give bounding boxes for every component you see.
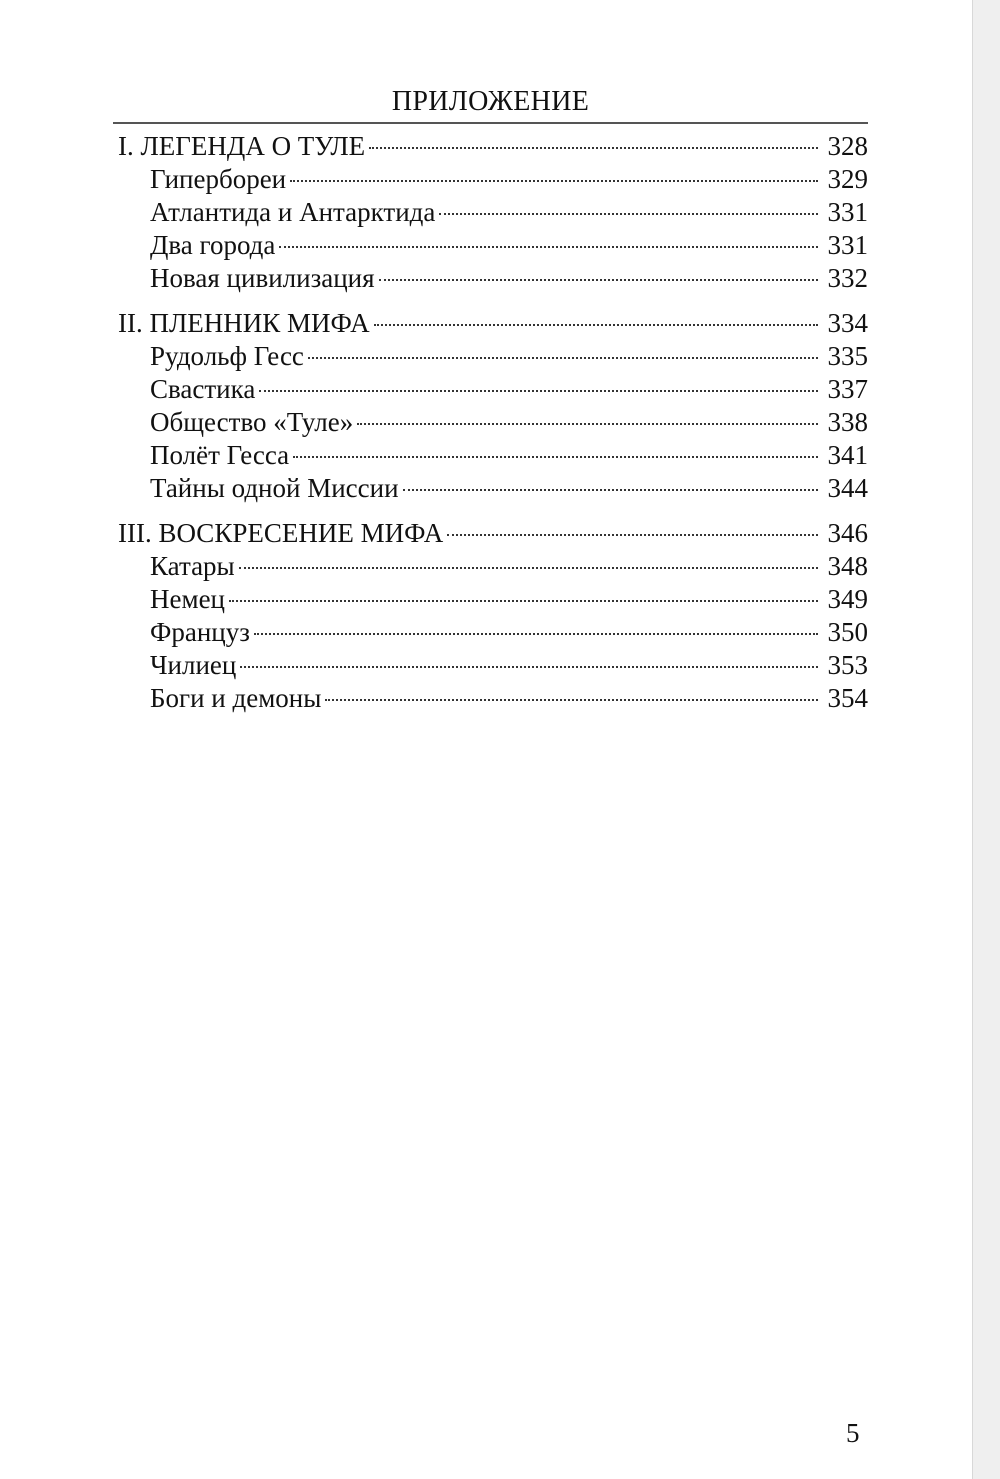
entry-label: Боги и демоны [150, 683, 322, 713]
dot-leader [357, 423, 818, 425]
page-ref: 338 [827, 407, 868, 437]
toc-entry[interactable] [113, 196, 868, 229]
dot-leader [254, 633, 818, 635]
page-ref: 331 [827, 197, 868, 227]
page-ref: 349 [827, 584, 868, 614]
dot-leader [369, 147, 818, 149]
toc-section-3 [113, 517, 868, 715]
table-of-contents [113, 84, 868, 727]
entry-label: Француз [150, 617, 250, 647]
entry-label: Полёт Гесса [150, 440, 290, 470]
dot-leader [325, 699, 818, 701]
entry-label: Два города [150, 230, 276, 260]
entry-label: Свастика [150, 374, 256, 404]
dot-leader [239, 567, 818, 569]
page-number: 5 [846, 1418, 860, 1448]
entry-label: Гипербореи [150, 164, 287, 194]
page-edge [972, 0, 1000, 1479]
page-ref: 341 [827, 440, 868, 470]
section-title: II. ПЛЕННИК МИФА [118, 308, 370, 338]
toc-entry[interactable] [113, 472, 868, 505]
dot-leader [308, 357, 818, 359]
dot-leader [229, 600, 818, 602]
toc-entry[interactable] [113, 340, 868, 373]
toc-entry[interactable] [113, 262, 868, 295]
toc-entry[interactable] [113, 682, 868, 715]
page-ref: 350 [827, 617, 868, 647]
page-ref: 354 [827, 683, 868, 713]
entry-label: Общество «Туле» [150, 407, 354, 437]
toc-section-heading[interactable] [113, 307, 868, 340]
dot-leader [379, 279, 818, 281]
dot-leader [279, 246, 818, 248]
toc-entry[interactable] [113, 583, 868, 616]
page-ref: 346 [827, 518, 868, 548]
page-ref: 337 [827, 374, 868, 404]
page-ref: 331 [827, 230, 868, 260]
toc-entry[interactable] [113, 373, 868, 406]
entry-label: Рудольф Гесс [150, 341, 304, 371]
toc-section-heading[interactable] [113, 517, 868, 550]
dot-leader [259, 390, 818, 392]
entry-label: Чилиец [150, 650, 237, 680]
page-ref: 335 [827, 341, 868, 371]
page-ref: 334 [827, 308, 868, 338]
toc-title: ПРИЛОЖЕНИЕ [113, 84, 868, 124]
page-ref: 353 [827, 650, 868, 680]
toc-entry[interactable] [113, 649, 868, 682]
page-ref: 332 [827, 263, 868, 293]
entry-label: Немец [150, 584, 226, 614]
dot-leader [374, 324, 818, 326]
entry-label: Новая цивилизация [150, 263, 375, 293]
toc-entry[interactable] [113, 406, 868, 439]
page-ref: 328 [827, 131, 868, 161]
dot-leader [240, 666, 818, 668]
entry-label: Атлантида и Антарктида [150, 197, 436, 227]
dot-leader [447, 534, 818, 536]
dot-leader [403, 489, 818, 491]
section-title: I. ЛЕГЕНДА О ТУЛЕ [118, 131, 366, 161]
entry-label: Катары [150, 551, 235, 581]
toc-section-2 [113, 307, 868, 505]
toc-entry[interactable] [113, 163, 868, 196]
dot-leader [439, 213, 818, 215]
page-ref: 348 [827, 551, 868, 581]
toc-entry[interactable] [113, 439, 868, 472]
toc-entry[interactable] [113, 229, 868, 262]
toc-entry[interactable] [113, 616, 868, 649]
entry-label: Тайны одной Миссии [150, 473, 399, 503]
section-title: III. ВОСКРЕСЕНИЕ МИФА [118, 518, 444, 548]
toc-entry[interactable] [113, 550, 868, 583]
page-ref: 329 [827, 164, 868, 194]
page-ref: 344 [827, 473, 868, 503]
toc-section-1 [113, 130, 868, 295]
dot-leader [293, 456, 818, 458]
dot-leader [290, 180, 818, 182]
toc-section-heading[interactable] [113, 130, 868, 163]
